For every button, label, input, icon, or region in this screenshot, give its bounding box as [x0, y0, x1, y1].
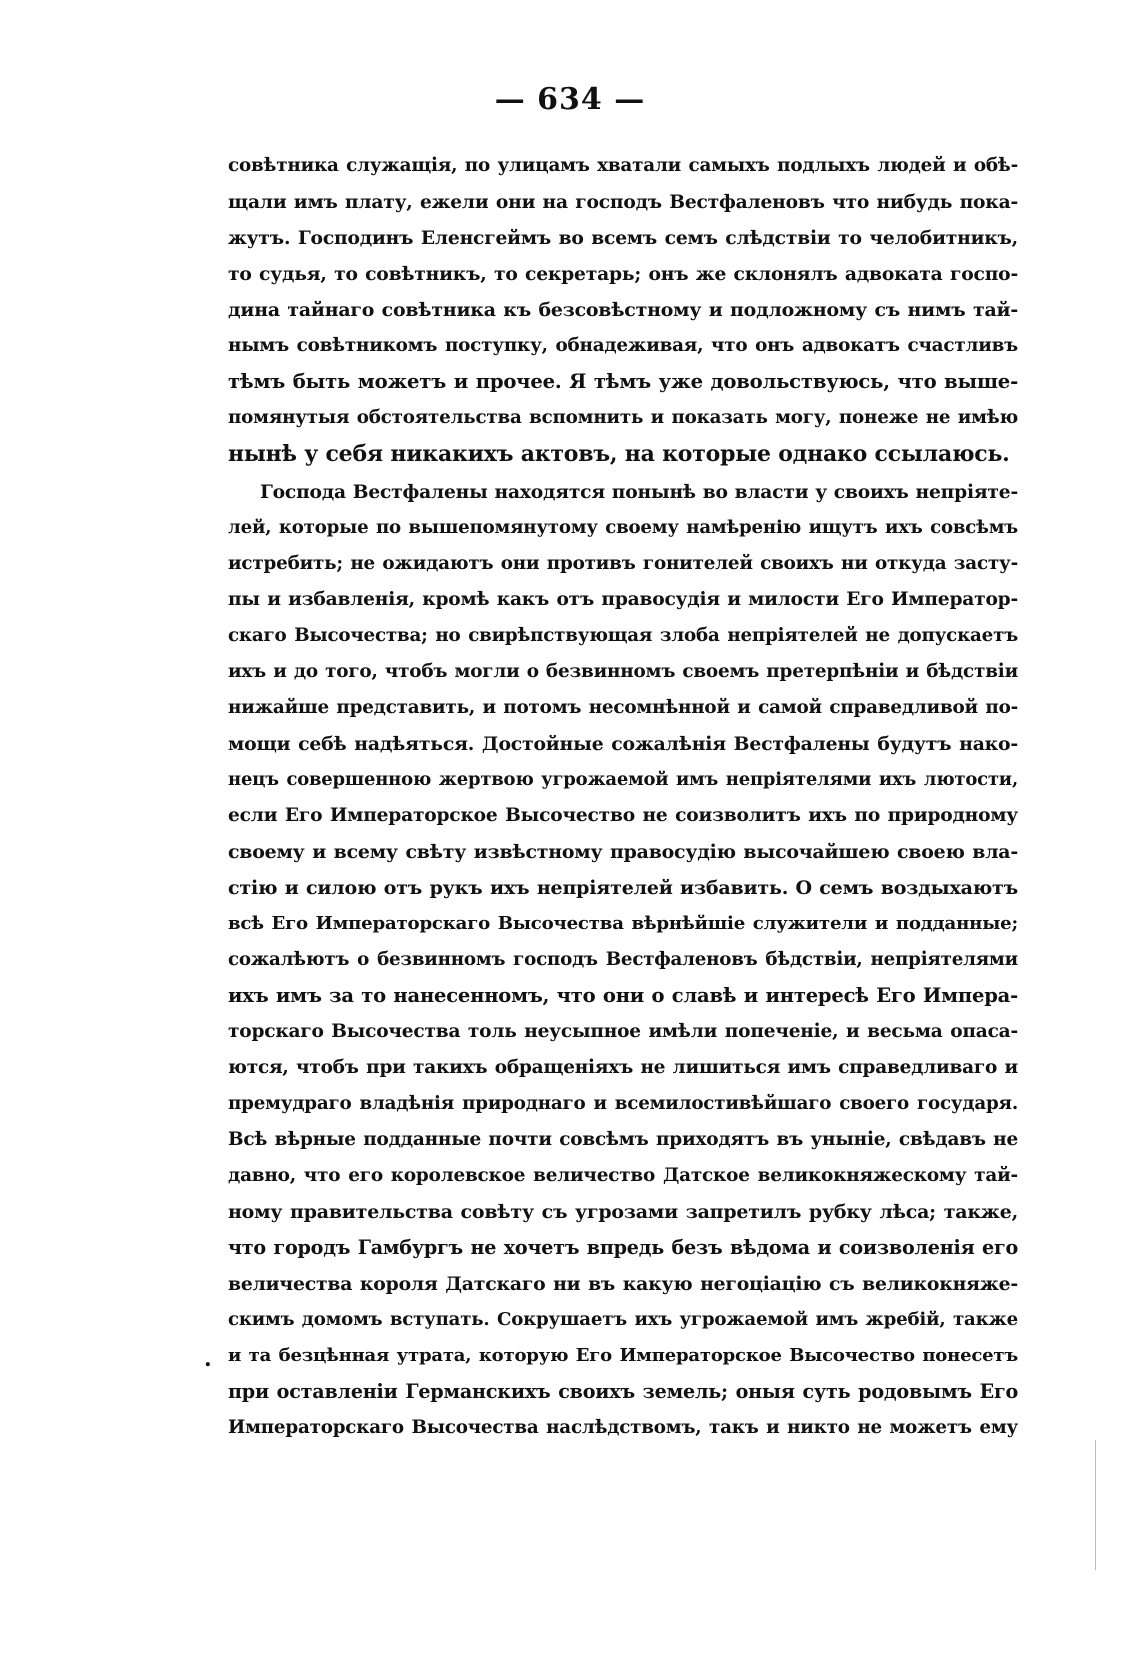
text-line: ному правительства совѣту съ угрозами запретилъ рубку лѣса; также,: [228, 1201, 1018, 1223]
text-line: дина тайнаго совѣтника къ безсовѣстному и подложному съ нимъ тай-: [228, 299, 1018, 321]
text-line: ихъ и до того, чтобъ могли о безвинномъ своемъ претерпѣніи и бѣдствіи: [228, 661, 1018, 682]
text-line: ются, чтобъ при такихъ обращеніяхъ не лишиться имъ справедливаго и: [228, 1057, 1018, 1078]
text-line: совѣтника служащія, по улицамъ хватали самыхъ подлыхъ людей и обѣ-: [228, 155, 1018, 176]
paragraph-1: [228, 148, 1018, 472]
text-line: Императорскаго Высочества наслѣдствомъ, такъ и никто не можетъ ему: [228, 1417, 1018, 1438]
text-line: нынѣ у себя никакихъ актовъ, на которые однако ссылаюсь.: [228, 441, 1010, 467]
text-line: своему и всему свѣту извѣстному правосудію высочайшею своею вла-: [228, 841, 1018, 863]
text-line: то судья, то совѣтникъ, то секретарь; онъ же склонялъ адвоката госпо-: [228, 263, 1018, 285]
text-body: [228, 148, 1018, 1446]
text-line: истребить; не ожидаютъ они противъ гонителей своихъ ни откуда засту-: [228, 553, 1018, 574]
text-line: величества короля Датскаго ни въ какую негоціацію съ великокняже-: [228, 1273, 1018, 1295]
text-line: Господа Вестфалены находятся понынѣ во власти у своихъ непріяте-: [260, 481, 1018, 503]
text-line: Всѣ вѣрные подданные почти совсѣмъ приходятъ въ уныніе, свѣдавъ не: [228, 1129, 1018, 1150]
text-line: стію и силою отъ рукъ ихъ непріятелей избавить. О семъ воздыхаютъ: [228, 877, 1018, 899]
text-line: сожалѣютъ о безвинномъ господъ Вестфаленовъ бѣдствіи, непріятелями: [228, 949, 1018, 970]
text-line: всѣ Его Императорскаго Высочества вѣрнѣйшіе служители и подданные;: [228, 913, 1018, 934]
text-line: скимъ домомъ вступать. Сокрушаетъ ихъ угрожаемой имъ жребій, также: [228, 1309, 1018, 1330]
text-line: при оставленіи Германскихъ своихъ земель; оныя суть родовымъ Его: [228, 1380, 1018, 1403]
text-line: нецъ совершенною жертвою угрожаемой имъ непріятелями ихъ лютости,: [228, 769, 1018, 790]
text-line: скаго Высочества; но свирѣпствующая злоба непріятелей не допускаетъ: [228, 625, 1018, 646]
text-line: пы и избавленія, кромѣ какъ отъ правосудія и милости Его Император-: [228, 589, 1018, 610]
text-line: если Его Императорское Высочество не соизволитъ ихъ по природному: [228, 805, 1018, 826]
text-line: премудраго владѣнія природнаго и всемилостивѣйшаго своего государя.: [228, 1093, 1018, 1114]
text-line: ихъ имъ за то нанесенномъ, что они о славѣ и интересѣ Его Импера-: [228, 984, 1018, 1007]
text-line: и та безцѣнная утрата, которую Его Императорское Высочество понесетъ: [228, 1345, 1018, 1366]
text-line: тѣмъ быть можетъ и прочее. Я тѣмъ уже довольствуюсь, что выше-: [228, 370, 1018, 393]
page-number: — 634 —: [494, 82, 646, 117]
text-line: нижайше представить, и потомъ несомнѣнной и самой справедливой по-: [228, 697, 1018, 718]
text-line: лей, которые по вышепомянутому своему намѣренію ищутъ ихъ совсѣмъ: [228, 517, 1018, 538]
text-line: что городъ Гамбургъ не хочетъ впредь безъ вѣдома и соизволенія его: [228, 1236, 1018, 1259]
text-line: нымъ совѣтникомъ поступку, обнадеживая, что онъ адвокатъ счастливъ: [228, 335, 1018, 356]
text-line: жутъ. Господинъ Еленсгеймъ во всемъ семъ слѣдствіи то челобитникъ,: [228, 227, 1018, 249]
margin-mark: .: [204, 1346, 212, 1372]
text-line: торскаго Высочества толь неусыпное имѣли попеченіе, и весьма опаса-: [228, 1021, 1018, 1042]
text-line: щали имъ плату, ежели они на господъ Вестфаленовъ что нибудь пока-: [228, 191, 1018, 213]
paragraph-2: [228, 474, 1018, 1446]
text-line: помянутыя обстоятельства вспомнить и показать могу, понеже не имѣю: [228, 407, 1018, 428]
text-line: давно, что его королевское величество Датское великокняжескому тай-: [228, 1165, 1018, 1186]
page-edge-line: [1095, 1440, 1096, 1570]
text-line: мощи себѣ надѣяться. Достойные сожалѣнія Вестфалены будутъ нако-: [228, 733, 1018, 755]
